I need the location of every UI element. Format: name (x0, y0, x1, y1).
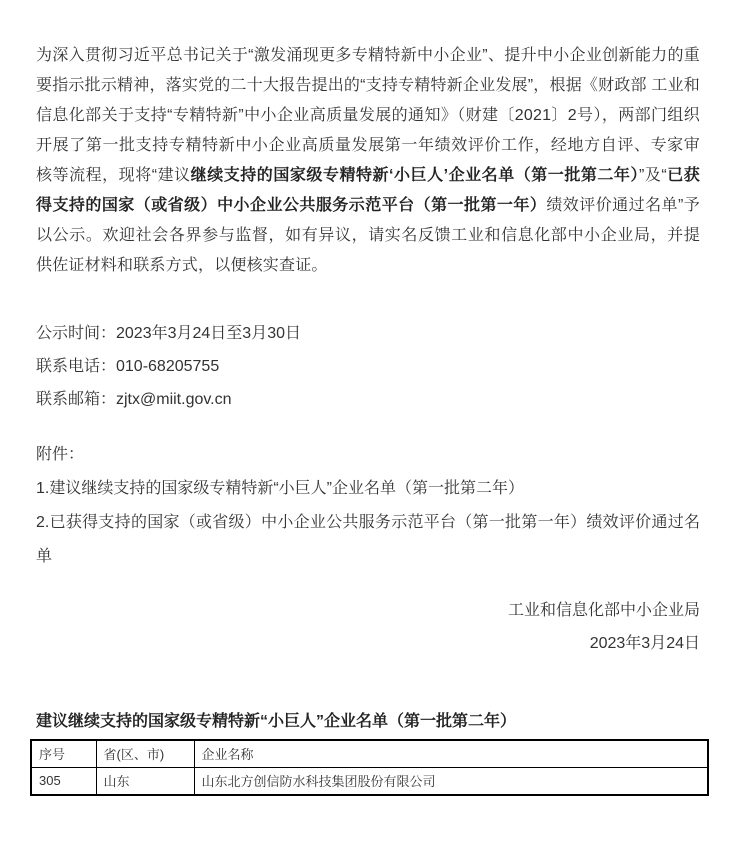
paragraph-segment-bold-little-giant-list: 继续支持的国家级专精特新‘小巨人’企业名单（第一批第二年） (190, 167, 639, 184)
attachments-label: 附件： (36, 446, 85, 463)
attachments-block (36, 438, 700, 574)
attachment-item-2: 2.已获得支持的国家（或省级）中小企业公共服务示范平台（第一批第一年）绩效评价通过名单 (36, 514, 700, 565)
paragraph-segment-regular-1: 为深入贯彻习近平总书记关于“激发涌现更多专精特新中小企业”、提升中小企业创新能力的重要指示批示精神，落实党的二十大报告提出的“支持专精特新企业发展”，根据《财政部 工业和信息化部关于支持“专精特新”中小企业高质量发展的通知》（财建〔2021〕2号），两部门组织开展了第一批支持专精特新中小企业高质量发展第一年绩效评价工作，经地方自评、专家审核等流程，现将“建议 (36, 47, 700, 184)
attachment-item-1: 1.建议继续支持的国家级专精特新“小巨人”企业名单（第一批第二年） (36, 480, 525, 497)
table-cell-company-name: 山东北方创信防水科技集团股份有限公司 (194, 767, 708, 795)
table-cell-province: 山东 (96, 767, 194, 795)
paragraph-segment-regular-2: ”及“ (638, 167, 667, 184)
contact-phone-line: 联系电话：010-68205755 (36, 358, 220, 375)
paragraph-segment-regular-3: 绩效评价通过名单”予以公示。欢迎社会各界参与监督，如有异议，请实名反馈工业和信息化部中小企业局，并提供佐证材料和联系方式，以便核实查证。 (36, 197, 700, 274)
contact-email-line: 联系邮箱：zjtx@miit.gov.cn (36, 391, 232, 408)
signature-block (36, 594, 700, 660)
table-row (31, 767, 708, 795)
signature-date: 2023年3月24日 (589, 635, 700, 652)
table-cell-seq: 305 (31, 767, 96, 795)
contact-info-block (36, 317, 700, 416)
paragraph-segment-bold-service-platform-list: 已获得支持的国家（或省级）中小企业公共服务示范平台（第一批第一年） (36, 167, 700, 214)
company-list-title: 建议继续支持的国家级专精特新“小巨人”企业名单（第一批第二年） (36, 713, 517, 730)
publicity-time-line: 公示时间：2023年3月24日至3月30日 (36, 325, 301, 342)
table-header-province: 省(区、市) (96, 740, 194, 767)
table-header-row (31, 740, 708, 767)
company-list-table (30, 739, 709, 796)
table-header-seq: 序号 (31, 740, 96, 767)
table-header-company-name: 企业名称 (194, 740, 708, 767)
signature-organization: 工业和信息化部中小企业局 (507, 602, 700, 619)
announcement-paragraph (36, 41, 700, 281)
